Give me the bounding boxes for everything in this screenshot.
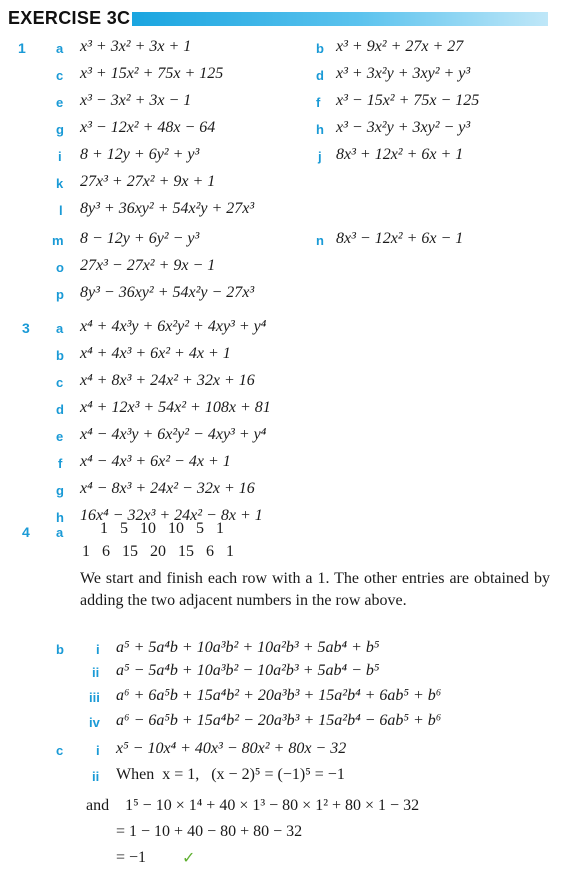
answer-expression: a⁵ − 5a⁴b + 10a³b² − 10a²b³ + 5ab⁴ − b⁵	[116, 662, 380, 679]
answer-expression: x³ − 3x² + 3x − 1	[80, 92, 192, 109]
part-label: c	[56, 375, 64, 390]
subpart-label: i	[96, 743, 100, 758]
answer-expression: 27x³ + 27x² + 9x + 1	[80, 173, 216, 190]
part-label: f	[58, 456, 63, 471]
part-label: c	[56, 68, 64, 83]
part-label: g	[56, 122, 64, 137]
answer-expression: x⁴ − 4x³ + 6x² − 4x + 1	[80, 453, 231, 470]
part-label: l	[59, 203, 63, 218]
substitution-line: When x = 1, (x − 2)⁵ = (−1)⁵ = −1	[116, 766, 345, 783]
answer-expression: 8y³ + 36xy² + 54x²y + 27x³	[80, 200, 255, 217]
part-label: e	[56, 95, 64, 110]
answer-expression: 8x³ + 12x² + 6x + 1	[336, 146, 464, 163]
answer-expression: x⁴ + 4x³y + 6x²y² + 4xy³ + y⁴	[80, 318, 267, 335]
part-label: e	[56, 429, 64, 444]
part-label: h	[56, 510, 64, 525]
answer-expression: 8 − 12y + 6y² − y³	[80, 230, 200, 247]
working-step: = 1 − 10 + 40 − 80 + 80 − 32	[116, 823, 303, 840]
answer-expression: x³ − 3x²y + 3xy² − y³	[336, 119, 471, 136]
part-label: d	[316, 68, 324, 83]
answer-expression: x³ + 15x² + 75x + 125	[80, 65, 224, 82]
part-label: b	[316, 41, 324, 56]
part-label: b	[56, 642, 64, 657]
answer-expression: a⁶ − 6a⁵b + 15a⁴b² − 20a³b³ + 15a²b⁴ − 6ab⁵ + b⁶	[116, 712, 442, 729]
answer-expression: x³ + 3x² + 3x + 1	[80, 38, 192, 55]
part-label: n	[316, 233, 324, 248]
answer-expression: 8 + 12y + 6y² + y³	[80, 146, 200, 163]
part-label: i	[58, 149, 62, 164]
header-bar	[132, 12, 548, 26]
answer-expression: x⁴ − 4x³y + 6x²y² − 4xy³ + y⁴	[80, 426, 267, 443]
answer-expression: x⁴ + 4x³ + 6x² + 4x + 1	[80, 345, 231, 362]
answer-expression: 27x³ − 27x² + 9x − 1	[80, 257, 216, 274]
and-line: and 1⁵ − 10 × 1⁴ + 40 × 1³ − 80 × 1² + 80 × 1 − 32	[86, 797, 420, 814]
part-label: g	[56, 483, 64, 498]
answer-expression: 8x³ − 12x² + 6x − 1	[336, 230, 464, 247]
part-label: c	[56, 743, 64, 758]
answer-expression: 8y³ − 36xy² + 54x²y − 27x³	[80, 284, 255, 301]
question-number: 4	[22, 524, 30, 540]
answer-expression: x³ + 3x²y + 3xy² + y³	[336, 65, 471, 82]
subpart-label: ii	[92, 665, 100, 680]
answer-expression: a⁵ + 5a⁴b + 10a³b² + 10a²b³ + 5ab⁴ + b⁵	[116, 639, 380, 656]
part-label: b	[56, 348, 64, 363]
part-label: o	[56, 260, 64, 275]
answer-expression: x⁴ + 8x³ + 24x² + 32x + 16	[80, 372, 255, 389]
part-label: m	[52, 233, 64, 248]
exercise-header	[8, 8, 548, 30]
pascal-explanation: We start and finish each row with a 1. The other entries are obtained by adding the two adjacent numbers in the row above.	[80, 570, 550, 609]
pascal-row-5: 1 5 10 10 5 1	[100, 520, 224, 537]
check-mark-icon: ✓	[182, 848, 196, 867]
answer-expression: x⁴ − 8x³ + 24x² − 32x + 16	[80, 480, 255, 497]
answer-expression: 16x⁴ − 32x³ + 24x² − 8x + 1	[80, 507, 263, 524]
part-label: d	[56, 402, 64, 417]
question-number: 1	[18, 40, 26, 56]
part-label: f	[316, 95, 321, 110]
answer-expression: x³ − 12x² + 48x − 64	[80, 119, 216, 136]
part-label: k	[56, 176, 64, 191]
part-label: p	[56, 287, 64, 302]
working-result: = −1	[116, 849, 147, 866]
answer-expression: x³ + 9x² + 27x + 27	[336, 38, 464, 55]
subpart-label: ii	[92, 769, 100, 784]
part-label: a	[56, 321, 64, 336]
part-label: h	[316, 122, 324, 137]
answer-expression: x⁴ + 12x³ + 54x² + 108x + 81	[80, 399, 271, 416]
part-label: a	[56, 525, 64, 540]
answer-expression: x³ − 15x² + 75x − 125	[336, 92, 480, 109]
part-label: a	[56, 41, 64, 56]
answer-expression: x⁵ − 10x⁴ + 40x³ − 80x² + 80x − 32	[116, 740, 347, 757]
answer-expression: a⁶ + 6a⁵b + 15a⁴b² + 20a³b³ + 15a²b⁴ + 6ab⁵ + b⁶	[116, 687, 442, 704]
subpart-label: i	[96, 642, 100, 657]
subpart-label: iv	[89, 715, 100, 730]
question-number: 3	[22, 320, 30, 336]
exercise-title: EXERCISE 3C	[8, 8, 131, 28]
pascal-row-6: 1 6 15 20 15 6 1	[82, 543, 234, 560]
subpart-label: iii	[89, 690, 100, 705]
part-label: j	[318, 149, 322, 164]
